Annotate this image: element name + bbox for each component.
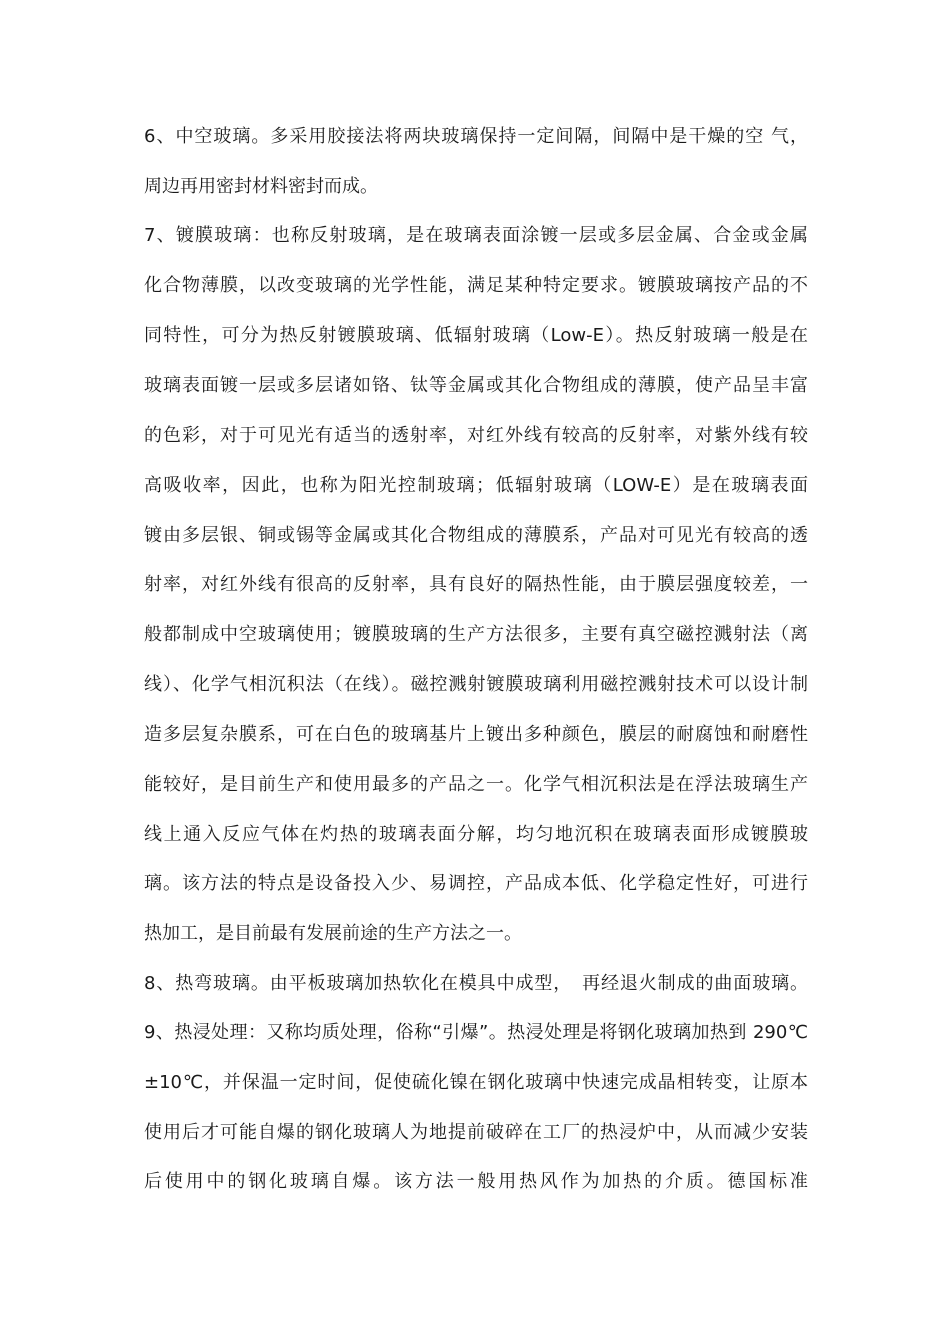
text-line: 热加工，是目前最有发展前途的生产方法之一。 (144, 923, 522, 944)
text-line: 同特性，可分为热反射镀膜玻璃、低辐射玻璃（Low-E）。热反射玻璃一般是在 (144, 325, 808, 346)
text-line: 射率，对红外线有很高的反射率，具有良好的隔热性能，由于膜层强度较差，一 (144, 574, 808, 595)
text-line: 9、热浸处理：又称均质处理，俗称“引爆”。热浸处理是将钢化玻璃加热到 290℃ (144, 1022, 808, 1043)
text-line: 线上通入反应气体在灼热的玻璃表面分解，均匀地沉积在玻璃表面形成镀膜玻 (144, 824, 808, 845)
text-line: 高吸收率，因此，也称为阳光控制玻璃；低辐射玻璃（LOW-E）是在玻璃表面 (144, 475, 808, 496)
text-line: 般都制成中空玻璃使用；镀膜玻璃的生产方法很多，主要有真空磁控溅射法（离 (144, 624, 808, 645)
text-line: ±10℃，并保温一定时间，促使硫化镍在钢化玻璃中快速完成晶相转变，让原本 (144, 1072, 808, 1093)
text-line: 璃。该方法的特点是设备投入少、易调控，产品成本低、化学稳定性好，可进行 (144, 873, 808, 894)
text-line: 后使用中的钢化玻璃自爆。该方法一般用热风作为加热的介质。德国标准 (144, 1171, 808, 1192)
text-line: 能较好，是目前生产和使用最多的产品之一。化学气相沉积法是在浮法玻璃生产 (144, 774, 808, 795)
text-line: 化合物薄膜，以改变玻璃的光学性能，满足某种特定要求。镀膜玻璃按产品的不 (144, 275, 808, 296)
text-line: 造多层复杂膜系，可在白色的玻璃基片上镀出多种颜色，膜层的耐腐蚀和耐磨性 (144, 724, 808, 745)
text-line: 7、镀膜玻璃：也称反射玻璃，是在玻璃表面涂镀一层或多层金属、合金或金属 (144, 225, 808, 246)
text-line: 周边再用密封材料密封而成。 (144, 176, 378, 197)
text-line: 镀由多层银、铜或锡等金属或其化合物组成的薄膜系，产品对可见光有较高的透 (144, 525, 808, 546)
text-line: 玻璃表面镀一层或多层诸如铬、钛等金属或其化合物组成的薄膜，使产品呈丰富 (144, 375, 808, 396)
text-line: 使用后才可能自爆的钢化玻璃人为地提前破碎在工厂的热浸炉中，从而减少安装 (144, 1122, 808, 1143)
text-line: 的色彩，对于可见光有适当的透射率，对红外线有较高的反射率，对紫外线有较 (144, 425, 808, 446)
text-line: 8、热弯玻璃。由平板玻璃加热软化在模具中成型， 再经退火制成的曲面玻璃。 (144, 973, 808, 994)
text-line: 线）、化学气相沉积法（在线）。磁控溅射镀膜玻璃利用磁控溅射技术可以设计制 (144, 674, 808, 695)
text-line: 6、中空玻璃。多采用胶接法将两块玻璃保持一定间隔，间隔中是干燥的空 气， (144, 126, 808, 147)
